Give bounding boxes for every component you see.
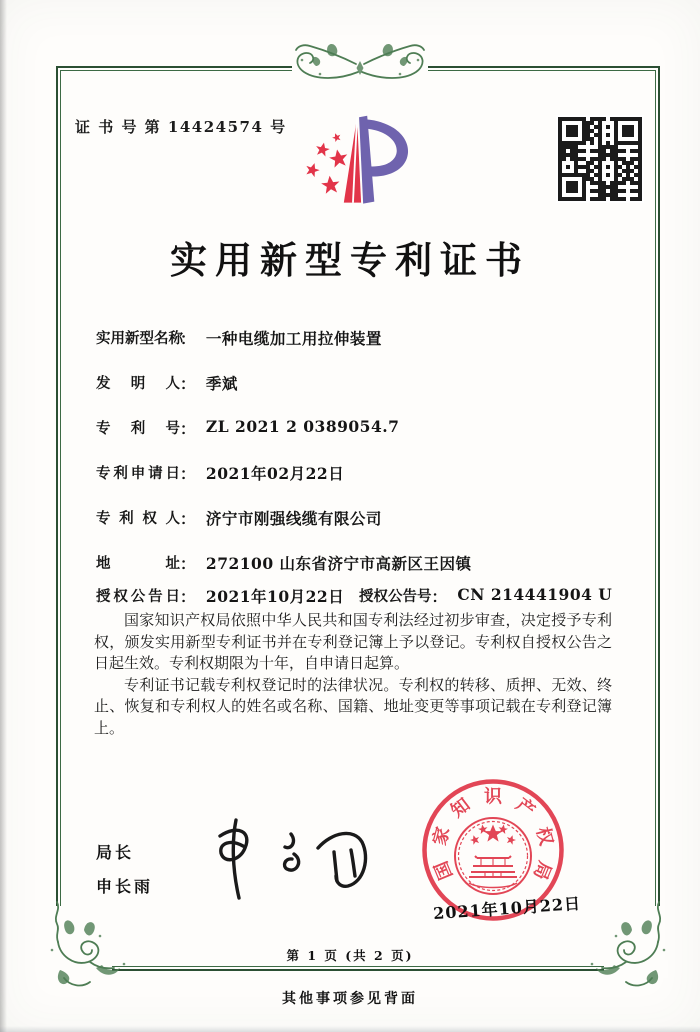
director-name: 申长雨 xyxy=(96,877,154,896)
grant-number-pair xyxy=(359,585,612,607)
director-signature-icon xyxy=(198,806,383,906)
field-colon: ： xyxy=(180,464,196,483)
field-label: 发明人 xyxy=(96,375,180,392)
field-value: 季斌 xyxy=(205,374,238,393)
field-label: 授权公告日 xyxy=(96,588,180,605)
legal-paragraph-grant: 国家知识产权局依照中华人民共和国专利法经过初步审查，决定授予专利权，颁发实用新型专利证书并在专利登记簿上予以登记。专利权自授权公告之日起生效。专利权期限为十年，自申请日起算。 xyxy=(94,611,612,672)
cnipa-patent-logo-icon xyxy=(294,111,416,213)
field-label: 专利号 xyxy=(96,420,180,437)
field-value: 一种电缆加工用拉伸装置 xyxy=(205,329,382,348)
seal-char: 局 xyxy=(528,857,556,883)
field-label: 授权公告号 xyxy=(359,588,432,605)
seal-char: 国 xyxy=(430,857,458,883)
field-value: 2021年02月22日 xyxy=(205,464,345,483)
seal-char: 家 xyxy=(429,824,455,848)
field-label: 地址 xyxy=(96,555,180,572)
page-number: 第 1 页 (共 2 页) xyxy=(286,948,414,963)
director-block xyxy=(96,836,153,904)
back-side-note: 其他事项参见背面 xyxy=(282,991,418,1007)
field-value: ZL 2021 2 0389054.7 xyxy=(205,417,400,436)
floral-ornament-bottom-left-icon xyxy=(40,890,150,1000)
field-colon: ： xyxy=(180,509,196,528)
legal-paragraphs xyxy=(94,610,612,739)
field-colon: ： xyxy=(180,587,196,606)
seal-char: 知 xyxy=(447,794,475,822)
field-label: 专利权人 xyxy=(96,510,180,527)
qr-code xyxy=(556,115,644,203)
field-row-filing-date xyxy=(96,457,616,502)
field-row-patent-number xyxy=(96,412,616,457)
field-label: 专利申请日 xyxy=(96,465,180,482)
field-colon: ： xyxy=(431,587,448,606)
field-list xyxy=(96,322,616,625)
field-value: 济宁市刚强线缆有限公司 xyxy=(205,509,382,528)
seal-char: 权 xyxy=(531,824,557,848)
field-value: 272100 山东省济宁市高新区王因镇 xyxy=(205,554,472,573)
seal-char: 识 xyxy=(484,786,502,808)
director-title: 局长 xyxy=(96,843,135,862)
seal-date: 2021年10月22日 xyxy=(432,893,582,924)
certificate-number: 证 书 号 第 14424574 号 xyxy=(75,118,287,136)
field-colon: ： xyxy=(180,329,196,348)
certificate-title: 实用新型专利证书 xyxy=(170,238,530,282)
field-value: CN 214441904 U xyxy=(457,585,613,604)
field-row-invention-name xyxy=(96,322,616,367)
floral-ornament-top-icon xyxy=(280,36,440,94)
field-colon: ： xyxy=(180,374,196,393)
legal-paragraph-register: 专利证书记载专利权登记时的法律状况。专利权的转移、质押、无效、终止、恢复和专利权人的姓名或名称、国籍、地址变更等事项记载在专利登记簿上。 xyxy=(94,675,612,737)
field-label: 实用新型名称 xyxy=(96,330,183,347)
field-value: 2021年10月22日 xyxy=(205,587,345,606)
seal-char: 产 xyxy=(511,794,539,822)
scan-edge-shadow-bottom xyxy=(0,1026,700,1032)
field-colon: ： xyxy=(180,419,196,438)
field-row-inventor xyxy=(96,367,616,412)
floral-ornament-bottom-right-icon xyxy=(566,890,676,1000)
field-colon: ： xyxy=(180,554,196,573)
scan-edge-shadow-left xyxy=(0,0,7,1032)
field-row-patentee xyxy=(96,502,616,547)
